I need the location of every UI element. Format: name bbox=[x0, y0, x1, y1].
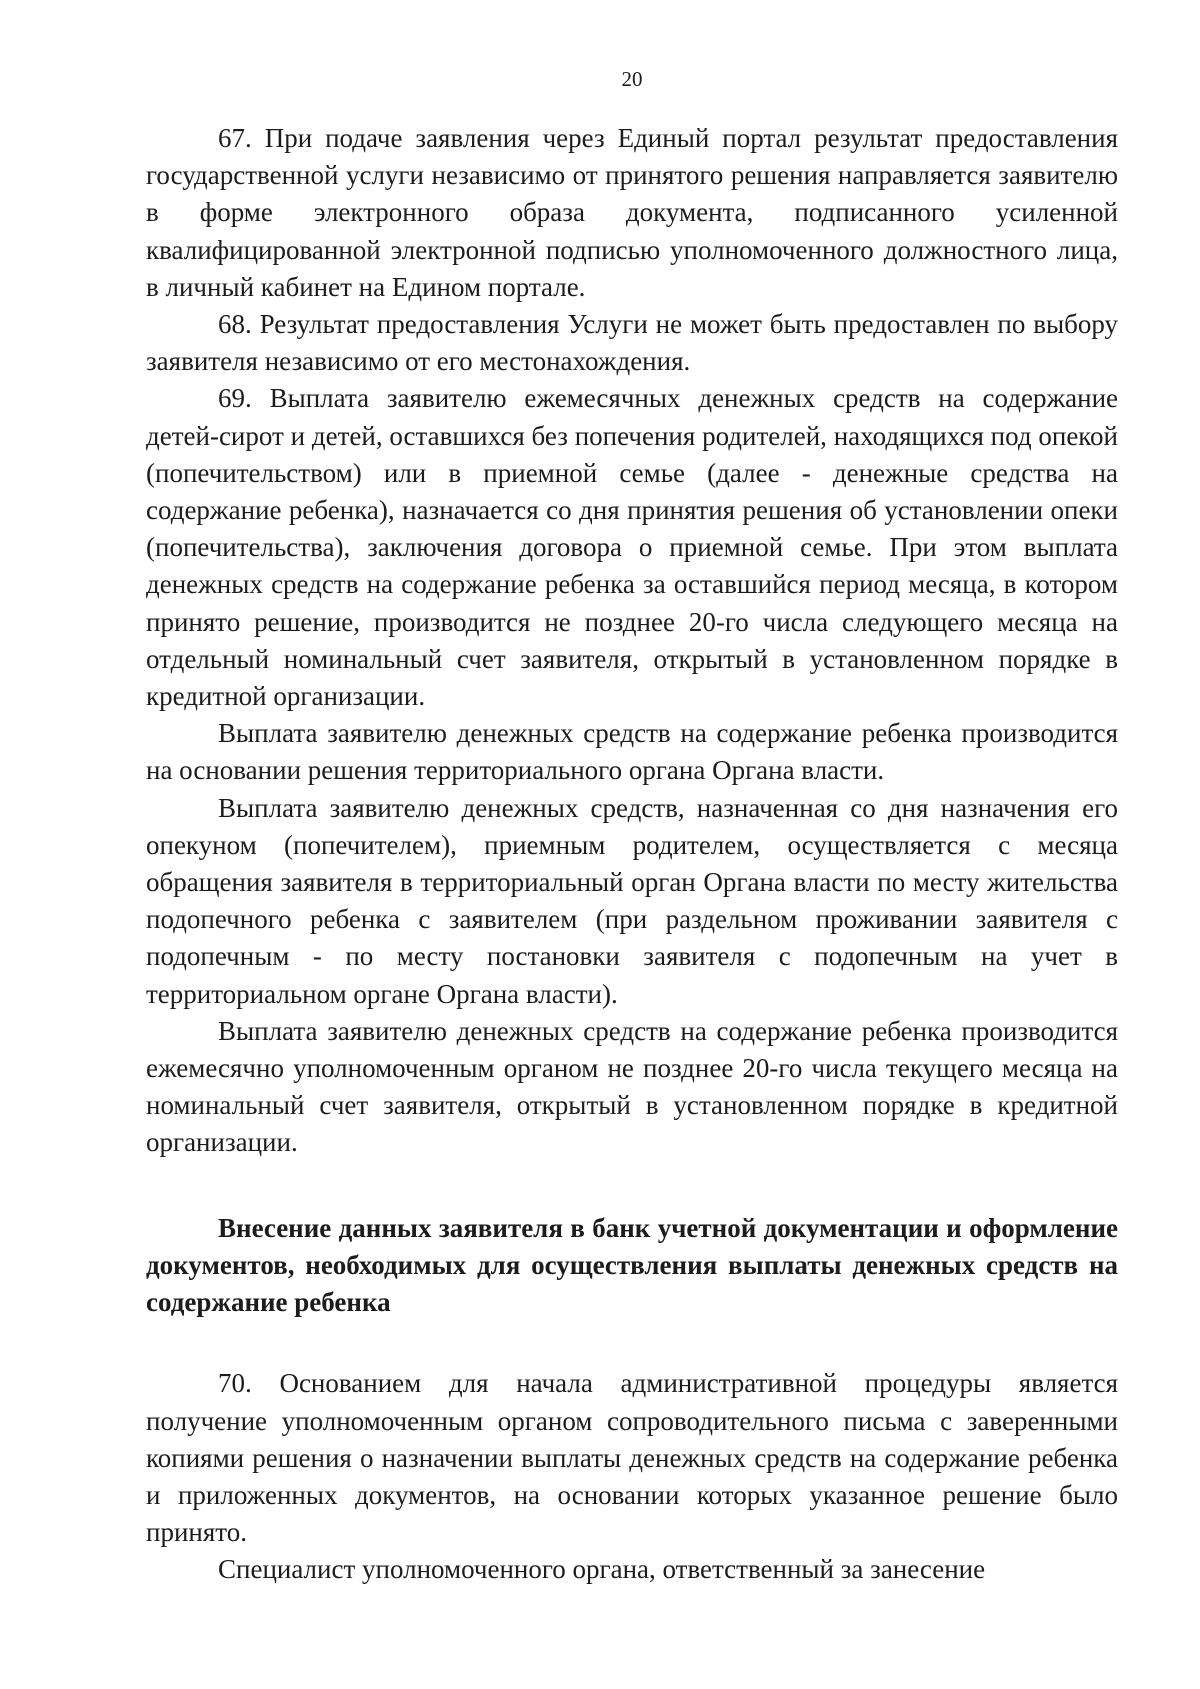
paragraph-specialist: Специалист уполномоченного органа, ответственный за занесение bbox=[218, 1554, 986, 1585]
paragraph-69: 69. Выплата заявителю ежемесячных денежных средств на содержание детей-сирот и детей, оставшихся без попечения родителей, находящихся под опекой (попечительством) или в приемной семье (далее - денежные средства на содержание ребенка), назначается со дня принятия решения об установлении опеки (попечительства), заключения договора о приемной семье. При этом выплата денежных средств на содержание ребенка за оставшийся период месяца, в котором принято решение, производится не позднее 20-го числа следующего месяца на отдельный номинальный счет заявителя, открытый в установленном порядке в кредитной организации. bbox=[146, 383, 1118, 712]
paragraph-payment-monthly: Выплата заявителю денежных средств на содержание ребенка производится ежемесячно уполномоченным органом не позднее 20-го числа текущего месяца на номинальный счет заявителя, открытый в установленном порядке в кредитной организации. bbox=[146, 1015, 1118, 1158]
paragraph-68: 68. Результат предоставления Услуги не может быть предоставлен по выбору заявителя независимо от его местонахождения. bbox=[146, 309, 1118, 377]
paragraph-70: 70. Основанием для начала административной процедуры является получение уполномоченным органом сопроводительного письма с заверенными копиями решения о назначении выплаты денежных средств на содержание ребенка и приложенных документов, на основании которых указанное решение было принято. bbox=[146, 1368, 1118, 1548]
paragraph-payment-start: Выплата заявителю денежных средств, назначенная со дня назначения его опекуном (попечителем), приемным родителем, осуществляется с месяца обращения заявителя в территориальный орган Органа власти по месту жительства подопечного ребенка с заявителем (при раздельном проживании заявителя с подопечным - по месту постановки заявителя с подопечным на учет в территориальном органе Органа власти). bbox=[146, 792, 1118, 1009]
paragraph-payment-basis: Выплата заявителю денежных средств на содержание ребенка производится на основании решения территориального органа Органа власти. bbox=[146, 718, 1118, 786]
section-heading: Внесение данных заявителя в банк учетной документации и оформление документов, необходимых для осуществления выплаты денежных средств на содержание ребенка bbox=[146, 1212, 1118, 1318]
paragraph-67: 67. При подаче заявления через Единый портал результат предоставления государственной услуги независимо от принятого решения направляется заявителю в форме электронного образа документа, подписанного усиленной квалифицированной электронной подписью уполномоченного должностного лица, в личный кабинет на Едином портале. bbox=[146, 123, 1118, 302]
page-number: 20 bbox=[621, 67, 643, 91]
